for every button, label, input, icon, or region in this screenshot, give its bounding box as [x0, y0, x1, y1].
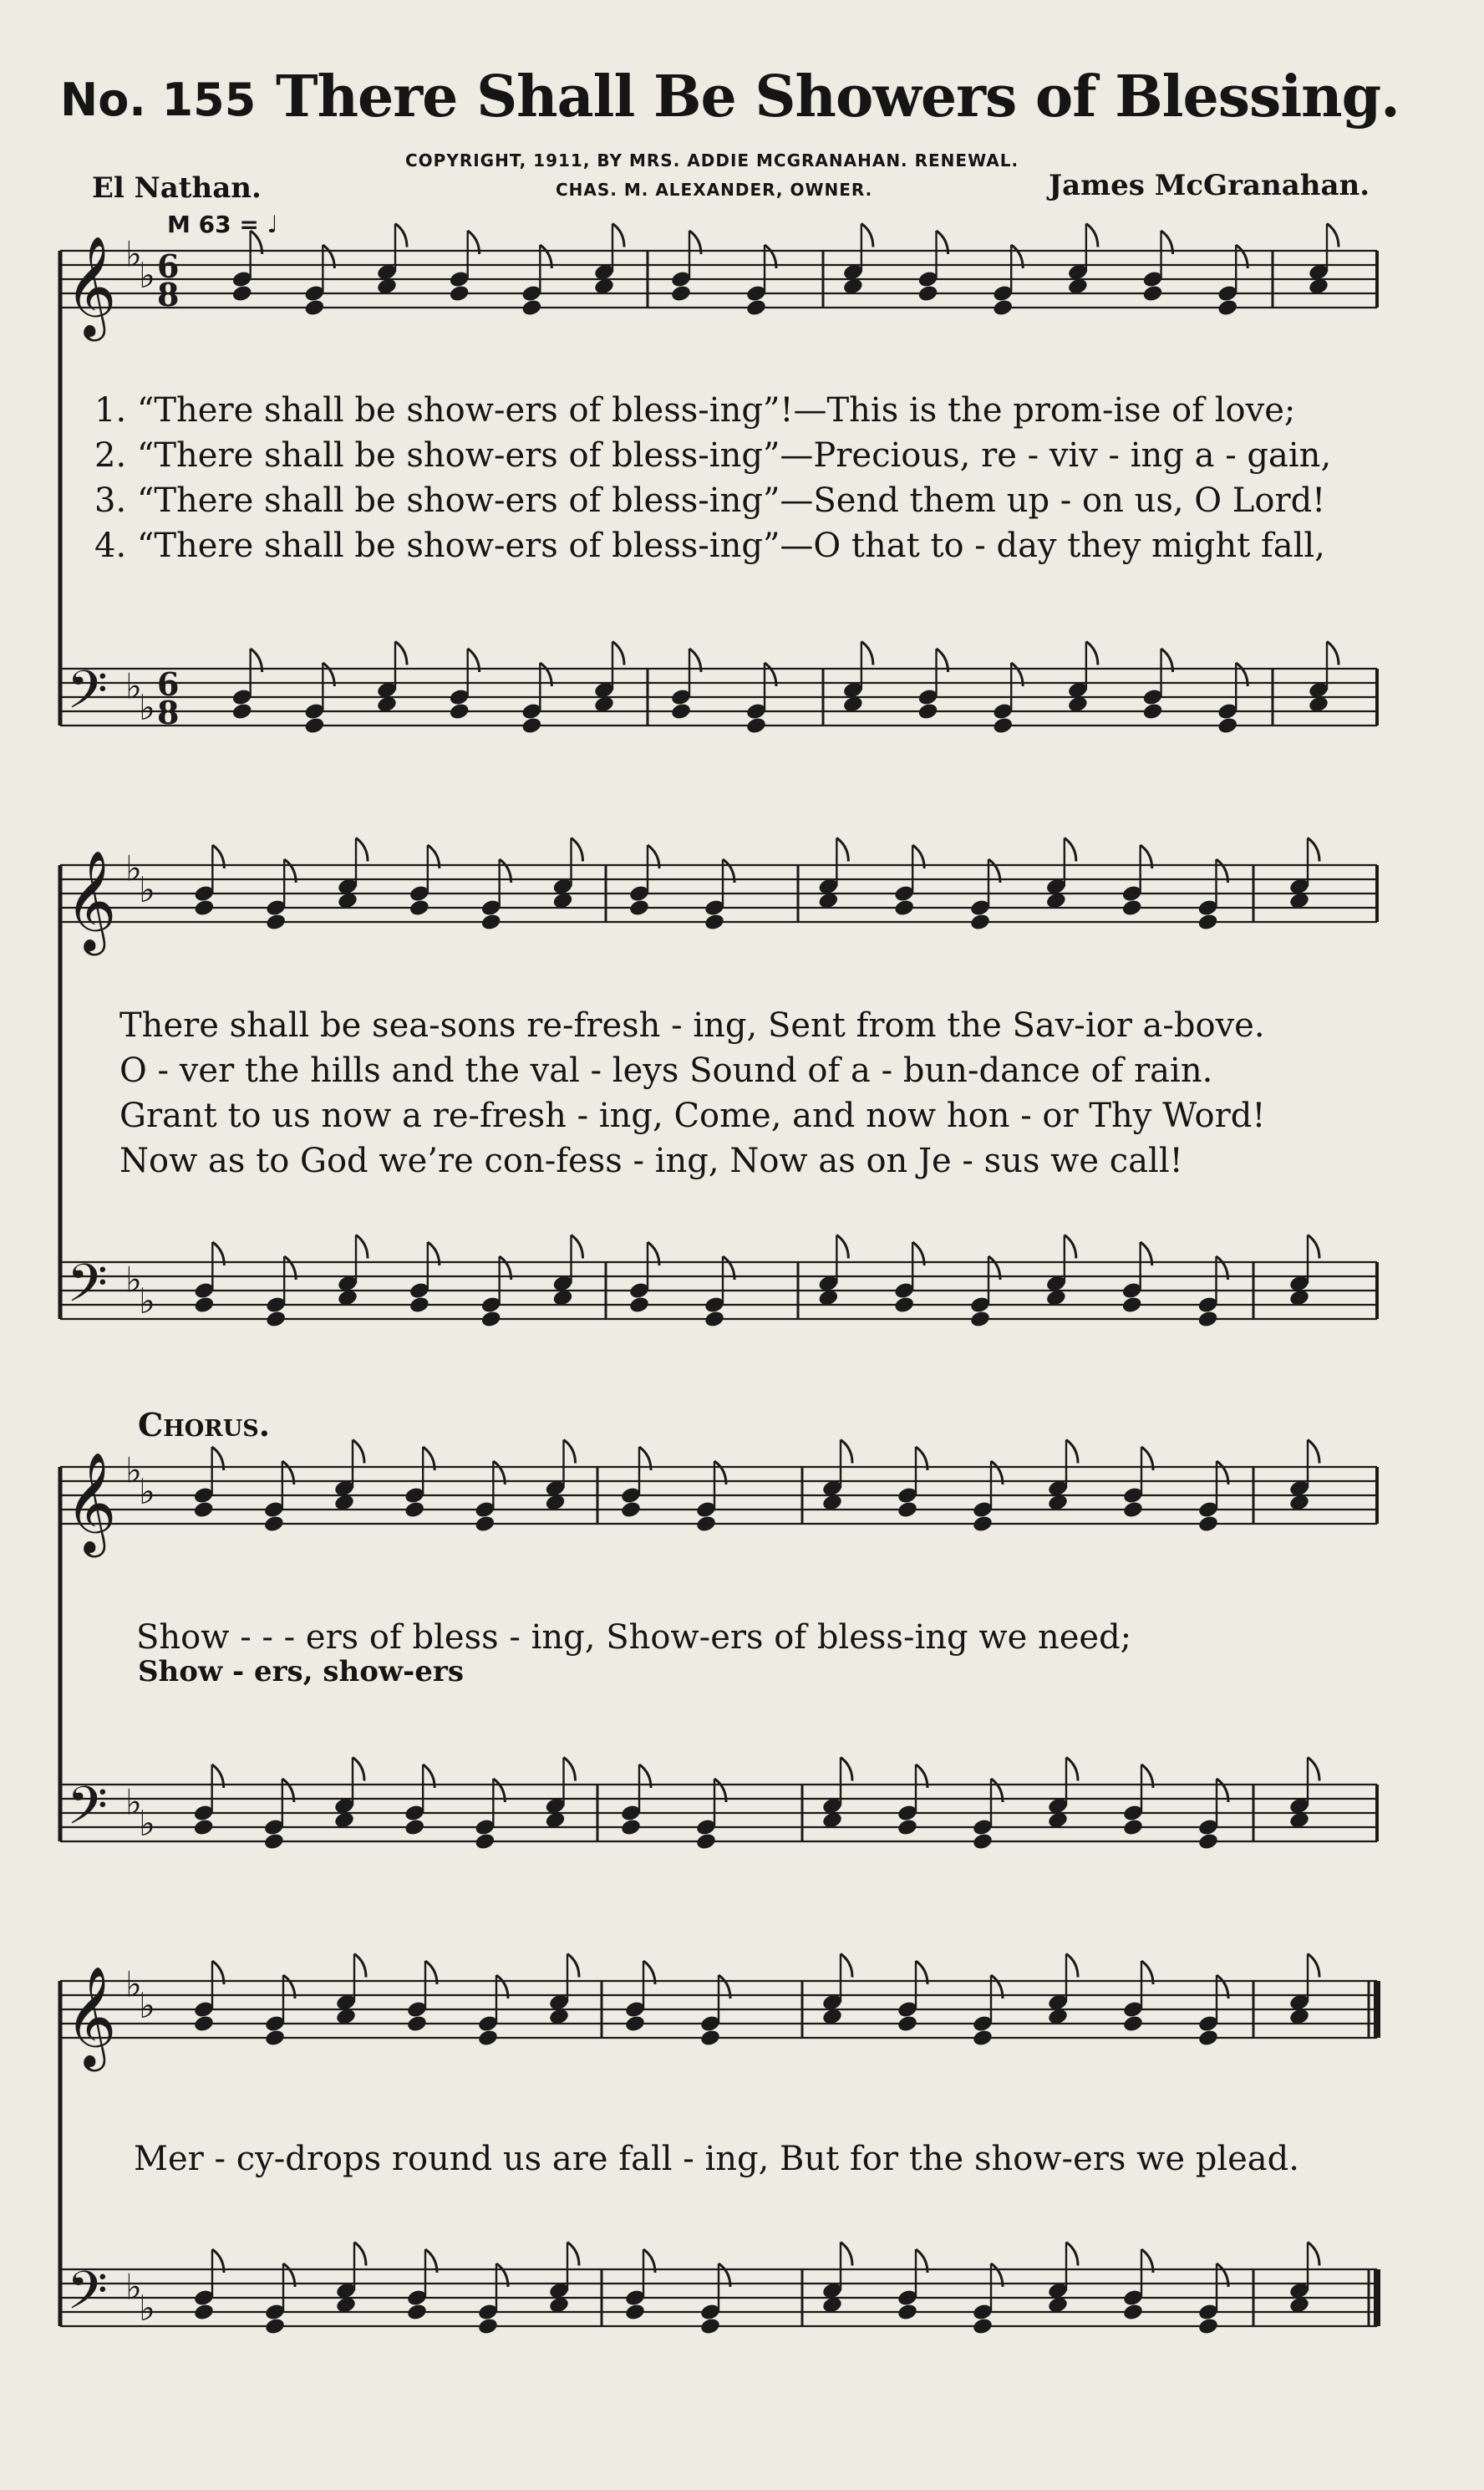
- note-flag: [354, 1954, 366, 1978]
- note-flag: [612, 642, 624, 665]
- treble-note: [620, 1500, 642, 1520]
- flat-icon: ♭: [125, 233, 142, 275]
- treble-note: [193, 1500, 215, 1520]
- time-signature-digit: 8: [157, 694, 180, 731]
- note-flag: [1086, 642, 1098, 665]
- bass-note: [1122, 2303, 1144, 2322]
- flat-icon: ♭: [139, 1803, 155, 1844]
- bass-note: [193, 1818, 215, 1837]
- flat-icon: ♭: [139, 687, 155, 728]
- copyright-line-1: COPYRIGHT, 1911, BY MRS. ADDIE MCGRANAHAN. RENEWAL.: [405, 150, 1019, 171]
- note-flag: [1308, 838, 1319, 862]
- note-flag: [861, 642, 873, 665]
- bass-clef-icon: 𝄢: [67, 1252, 108, 1326]
- bass-note: [745, 716, 767, 736]
- treble-clef-icon: 𝄞: [65, 849, 117, 951]
- note-flag: [1308, 2243, 1319, 2266]
- treble-note: [303, 298, 325, 318]
- bass-note: [406, 2303, 428, 2322]
- flat-icon: ♭: [139, 1985, 155, 2026]
- note-flag: [841, 1954, 852, 1978]
- note-flag: [564, 1758, 576, 1781]
- bass-note: [303, 716, 325, 736]
- bass-note: [972, 1832, 994, 1851]
- treble-note: [699, 2029, 721, 2048]
- bass-note: [992, 716, 1014, 736]
- treble-note: [704, 913, 725, 932]
- treble-note: [992, 298, 1014, 318]
- verse-2-line-2: O - ver the hills and the val - leys Sound of a - bun-dance of rain.: [119, 1052, 1213, 1090]
- note-flag: [1308, 1440, 1319, 1464]
- bass-note: [695, 1832, 717, 1851]
- composer: James McGranahan.: [1049, 169, 1370, 202]
- note-flag: [612, 224, 624, 247]
- treble-note: [521, 298, 542, 318]
- flat-icon: ♭: [125, 1781, 142, 1823]
- treble-note: [264, 2029, 286, 2048]
- treble-note: [480, 913, 502, 932]
- treble-note: [972, 2029, 994, 2048]
- flat-icon: ♭: [139, 255, 155, 296]
- note-flag: [356, 1235, 368, 1259]
- note-flag: [1066, 2243, 1078, 2266]
- bass-note: [620, 1818, 642, 1837]
- note-flag: [1327, 224, 1339, 247]
- flat-icon: ♭: [139, 1471, 155, 1512]
- copyright-line-2: CHAS. M. ALEXANDER, OWNER.: [556, 180, 873, 200]
- note-flag: [841, 1758, 852, 1781]
- bass-note: [969, 1310, 991, 1329]
- bass-clef-icon: 𝄢: [67, 2259, 108, 2334]
- note-flag: [1308, 1235, 1319, 1259]
- flat-icon: ♭: [125, 1259, 142, 1301]
- bass-note: [1217, 716, 1238, 736]
- bass-note: [704, 1310, 725, 1329]
- note-flag: [1066, 1954, 1078, 1978]
- treble-note: [1197, 2029, 1219, 2048]
- treble-note: [1197, 1515, 1219, 1534]
- note-flag: [841, 2243, 852, 2266]
- bass-note: [1121, 1296, 1143, 1315]
- verse-3-line-1: 3. “There shall be show-ers of bless-ing”—Send them up - on us, O Lord!: [94, 481, 1326, 520]
- verse-2-line-1: 2. “There shall be show-ers of bless-ing”—Precious, re - viv - ing a - gain,: [94, 436, 1332, 475]
- bass-note: [897, 1818, 918, 1837]
- bass-note: [1197, 1310, 1218, 1329]
- bass-note: [972, 2317, 994, 2336]
- note-flag: [564, 1440, 576, 1464]
- note-flag: [1065, 1235, 1076, 1259]
- bass-clef-icon: 𝄢: [67, 1775, 108, 1849]
- treble-note: [1122, 1500, 1144, 1520]
- bass-note: [1197, 2317, 1219, 2336]
- note-flag: [567, 2243, 579, 2266]
- note-flag: [572, 838, 583, 862]
- treble-note: [972, 1515, 994, 1534]
- flat-icon: ♭: [125, 1449, 142, 1491]
- note-flag: [1327, 642, 1339, 665]
- note-flag: [567, 1954, 579, 1978]
- treble-note: [263, 1515, 285, 1534]
- note-flag: [1308, 1954, 1319, 1978]
- note-flag: [1086, 224, 1098, 247]
- treble-note: [897, 2014, 918, 2034]
- treble-note: [406, 2014, 428, 2034]
- lyricist: El Nathan.: [92, 171, 262, 205]
- bass-note: [699, 2317, 721, 2336]
- treble-note: [670, 284, 692, 303]
- treble-note: [893, 899, 915, 918]
- bass-note: [628, 1296, 650, 1315]
- bass-note: [263, 1832, 285, 1851]
- note-flag: [861, 224, 873, 247]
- flat-icon: ♭: [125, 1963, 142, 2005]
- treble-note: [265, 913, 287, 932]
- note-flag: [353, 1758, 364, 1781]
- bass-note: [231, 702, 253, 721]
- flat-icon: ♭: [139, 869, 155, 910]
- flat-icon: ♭: [125, 665, 142, 707]
- bass-note: [449, 702, 470, 721]
- treble-note: [1122, 2014, 1144, 2034]
- note-flag: [1066, 1440, 1078, 1464]
- note-flag: [836, 1235, 848, 1259]
- bass-note: [917, 702, 938, 721]
- bass-note: [193, 1296, 215, 1315]
- note-flag: [841, 1440, 852, 1464]
- bass-note: [480, 1310, 502, 1329]
- bass-note: [265, 1310, 287, 1329]
- bass-note: [1122, 1818, 1144, 1837]
- treble-note: [695, 1515, 717, 1534]
- verse-3-line-2: Grant to us now a re-fresh - ing, Come, and now hon - or Thy Word!: [119, 1097, 1266, 1135]
- bass-clef-icon: 𝄢: [67, 659, 108, 733]
- treble-note: [745, 298, 767, 318]
- treble-note: [624, 2014, 646, 2034]
- flat-icon: ♭: [139, 2288, 155, 2329]
- treble-note: [1141, 284, 1163, 303]
- note-flag: [395, 224, 407, 247]
- time-signature-digit: 6: [157, 665, 180, 703]
- treble-note: [1197, 913, 1218, 932]
- bass-note: [624, 2303, 646, 2322]
- flat-icon: ♭: [125, 848, 142, 889]
- chorus-label: Chorus.: [138, 1406, 270, 1444]
- bass-note: [1197, 1832, 1219, 1851]
- flat-icon: ♭: [139, 1281, 155, 1321]
- bass-note: [893, 1296, 915, 1315]
- treble-note: [477, 2029, 499, 2048]
- bass-note: [670, 702, 692, 721]
- bass-note: [404, 1818, 425, 1837]
- chorus-line-2: Mer - cy-drops round us are fall - ing, But for the show-ers we plead.: [134, 2140, 1299, 2178]
- flat-icon: ♭: [125, 2266, 142, 2308]
- note-flag: [353, 1440, 364, 1464]
- treble-note: [969, 913, 991, 932]
- hymn-number: No. 155: [60, 74, 257, 126]
- note-flag: [572, 1235, 583, 1259]
- treble-clef-icon: 𝄞: [65, 235, 117, 337]
- final-barline: [1374, 1981, 1380, 2038]
- treble-note: [917, 284, 938, 303]
- treble-note: [449, 284, 470, 303]
- chorus-line-1-alto: Show - ers, show-ers: [138, 1655, 464, 1688]
- time-signature-digit: 8: [157, 276, 180, 313]
- treble-note: [193, 899, 215, 918]
- note-flag: [1308, 1758, 1319, 1781]
- note-flag: [1065, 838, 1076, 862]
- verse-4-line-2: Now as to God we’re con-fess - ing, Now as on Je - sus we call!: [119, 1142, 1183, 1180]
- hymn-title: There Shall Be Showers of Blessing.: [276, 64, 1400, 130]
- treble-note: [409, 899, 430, 918]
- final-barline: [1374, 2269, 1380, 2326]
- bass-note: [1141, 702, 1163, 721]
- bass-note: [897, 2303, 918, 2322]
- treble-note: [193, 2014, 215, 2034]
- note-flag: [354, 2243, 366, 2266]
- treble-clef-icon: 𝄞: [65, 1451, 117, 1553]
- treble-note: [231, 284, 253, 303]
- treble-note: [1121, 899, 1143, 918]
- treble-note: [474, 1515, 496, 1534]
- bass-note: [477, 2317, 499, 2336]
- note-flag: [836, 838, 848, 862]
- note-flag: [395, 642, 407, 665]
- note-flag: [1066, 1758, 1078, 1781]
- bass-note: [193, 2303, 215, 2322]
- bass-note: [409, 1296, 430, 1315]
- treble-note: [404, 1500, 425, 1520]
- verse-4-line-1: 4. “There shall be show-ers of bless-ing”—O that to - day they might fall,: [94, 527, 1325, 565]
- verse-1-line-2: There shall be sea-sons re-fresh - ing, Sent from the Sav-ior a-bove.: [119, 1006, 1265, 1045]
- treble-note: [1217, 298, 1238, 318]
- bass-note: [521, 716, 542, 736]
- treble-note: [897, 1500, 918, 1520]
- verse-1-line-1: 1. “There shall be show-ers of bless-ing”!—This is the prom-ise of love;: [94, 391, 1296, 430]
- treble-note: [628, 899, 650, 918]
- treble-clef-icon: 𝄞: [65, 1965, 117, 2067]
- bass-note: [264, 2317, 286, 2336]
- chorus-line-1: Show - - - ers of bless - ing, Show-ers of bless-ing we need;: [136, 1618, 1132, 1657]
- tempo-marking: M 63 = ♩: [167, 211, 278, 238]
- note-flag: [356, 838, 368, 862]
- time-signature-digit: 6: [157, 247, 180, 285]
- bass-note: [474, 1832, 496, 1851]
